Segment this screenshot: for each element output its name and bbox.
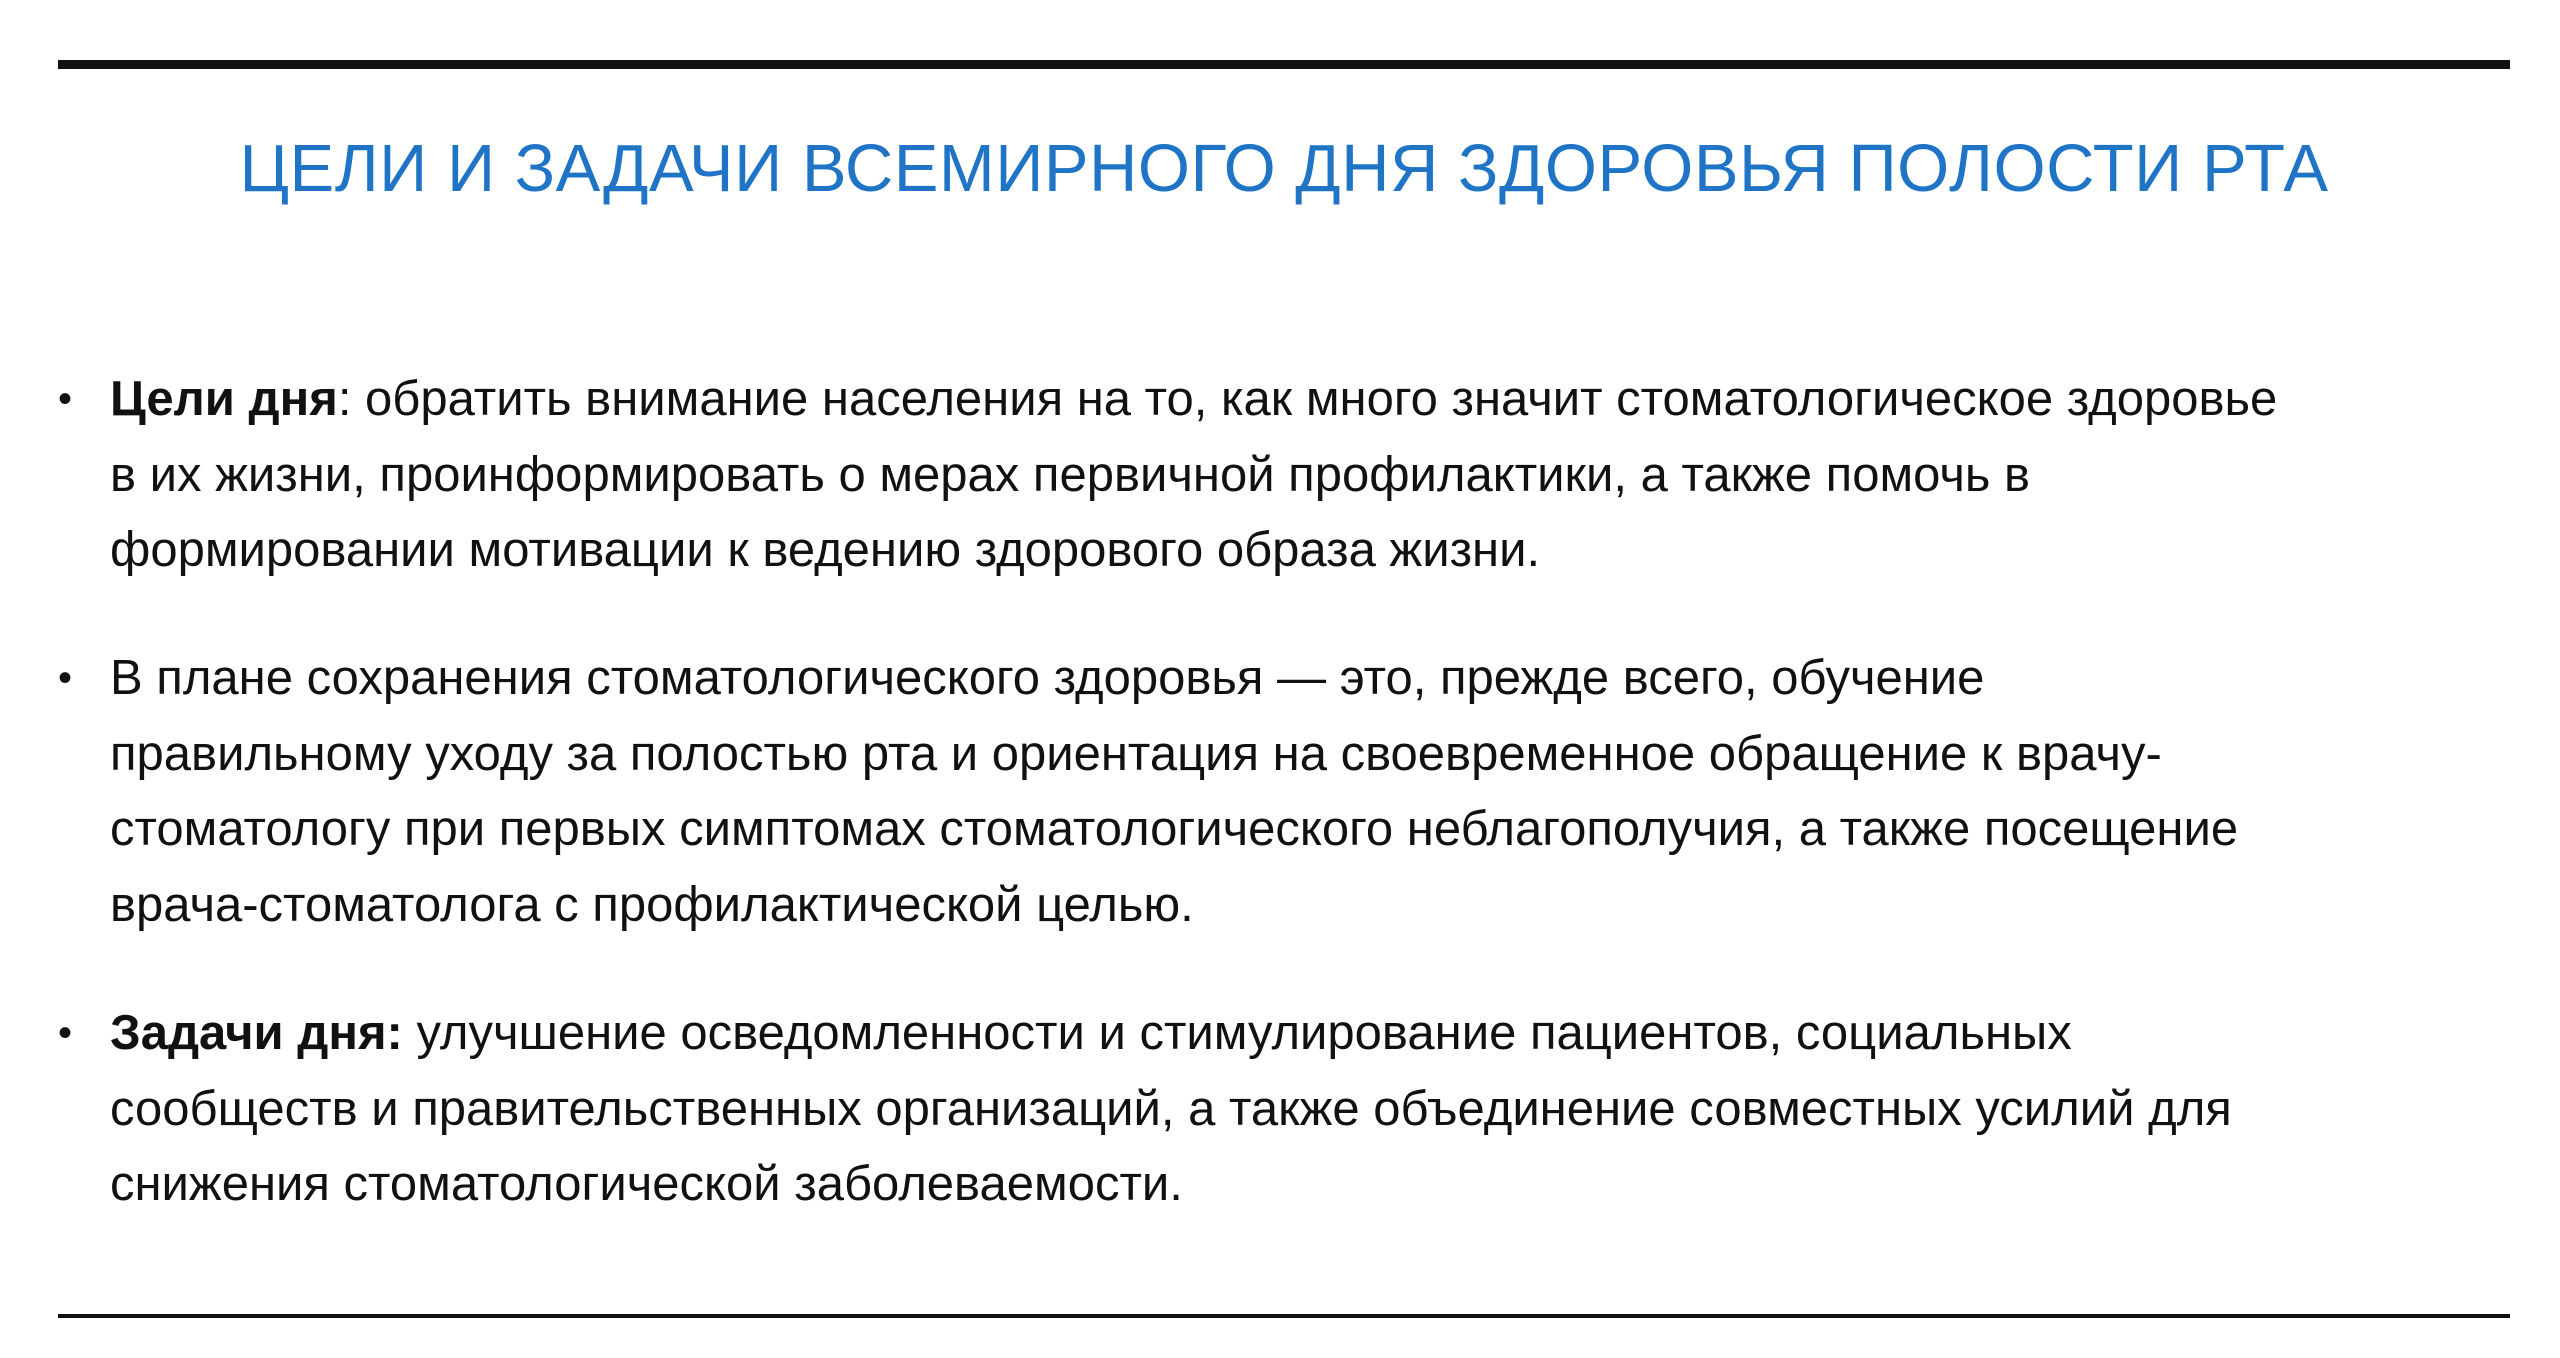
goals-heading: Цели дня bbox=[110, 372, 338, 426]
bullet-goals bbox=[58, 362, 2490, 589]
bullet-tasks bbox=[58, 996, 2490, 1223]
bullet-marker: • bbox=[58, 656, 73, 700]
bullet-line: стоматологу при первых симптомах стоматологического неблагополучия, а также посещение bbox=[110, 802, 2239, 856]
bullet-line bbox=[110, 362, 2490, 438]
bullet-text: улучшение осведомленности и стимулирование пациентов, социальных bbox=[402, 1006, 2072, 1060]
bullet-line: сообществ и правительственных организаций, а также объединение совместных усилий для bbox=[110, 1081, 2232, 1136]
bullet-marker: • bbox=[58, 377, 73, 421]
bullet-line: в их жизни, проинформировать о мерах первичной профилактики, а также помочь в bbox=[110, 447, 2031, 502]
bullet-line: правильному уходу за полостью рта и ориентация на своевременное обращение к врачу- bbox=[110, 726, 2162, 781]
bullet-text: : обратить внимание населения на то, как много значит стоматологическое здоровье bbox=[337, 372, 2278, 426]
bullet-line: снижения стоматологической заболеваемости. bbox=[110, 1157, 1183, 1211]
bullet-line: В плане сохранения стоматологического здоровья — это, прежде всего, обучение bbox=[110, 651, 1985, 705]
slide-title: ЦЕЛИ И ЗАДАЧИ ВСЕМИРНОГО ДНЯ ЗДОРОВЬЯ ПОЛОСТИ РТА bbox=[239, 131, 2329, 206]
bullet-line bbox=[110, 996, 2490, 1072]
bullet-line: врача-стоматолога с профилактической целью. bbox=[110, 877, 1194, 932]
bottom-divider bbox=[58, 1314, 2510, 1318]
bullet-health-preservation bbox=[58, 641, 2490, 943]
bullet-marker: • bbox=[58, 1011, 73, 1055]
tasks-heading: Задачи дня: bbox=[110, 1006, 403, 1060]
bullet-line: формировании мотивации к ведению здорового образа жизни. bbox=[110, 523, 1541, 577]
